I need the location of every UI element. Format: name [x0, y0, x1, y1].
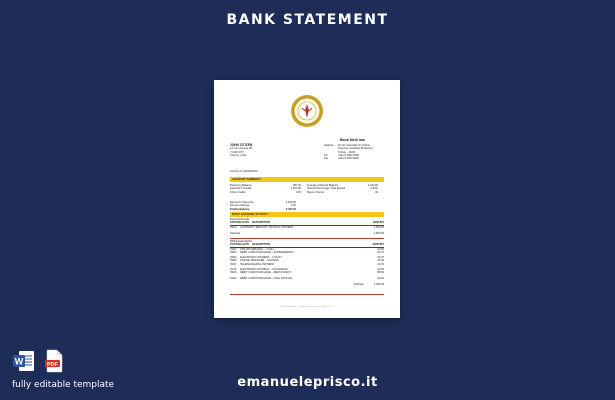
- account-holder: [230, 144, 253, 157]
- row-amount: 30.00: [377, 268, 384, 272]
- column-header: DESCRIPTION: [252, 243, 270, 247]
- summary-label: Interest Percentage Yield Earned: [307, 187, 346, 191]
- summary-value: 2,456.00: [285, 207, 296, 211]
- table-row: [230, 271, 384, 274]
- row-date: 03/05: [230, 259, 237, 263]
- row-date: 03/03: [230, 250, 237, 254]
- summary-value: 1,234.56: [367, 184, 378, 187]
- bank-logo-icon: [290, 94, 324, 128]
- word-file-icon: [12, 349, 36, 373]
- row-description: ATM WITHDRAWAL – CASH: [240, 247, 274, 251]
- subtotal-label: Subtotal:: [353, 282, 364, 286]
- row-description: DEBIT CARD PURCHASE – FUEL STATION: [240, 276, 292, 280]
- summary-value: 0.00: [290, 204, 296, 208]
- account-number: Account #: 0123456789: [230, 170, 258, 173]
- bank-fax: +98 21 0000 0000: [338, 157, 359, 161]
- row-description: ONLINE TRANSFER – SAVINGS: [240, 259, 279, 263]
- table-row: [230, 277, 384, 280]
- subtotal-value: 1,456.00: [373, 282, 384, 286]
- summary-label: Days in Period: [307, 190, 324, 194]
- row-amount: 36.99: [377, 259, 384, 263]
- bank-address-line: Tehran – IRAN: [338, 150, 356, 154]
- table-row: [230, 251, 384, 254]
- row-date: 03/07: [230, 262, 237, 266]
- summary-value: 987.00: [293, 184, 301, 187]
- summary-label: Deposits & Credits: [230, 187, 252, 191]
- table-row: [230, 263, 384, 266]
- summary-label: Average Collected Balance: [307, 184, 339, 187]
- row-amount: 62.72: [377, 250, 384, 254]
- summary-value: 0.00%: [370, 187, 378, 191]
- table-row: [230, 226, 384, 229]
- row-amount: 20.00: [377, 247, 384, 251]
- statement-preview: [214, 80, 400, 318]
- account-summary: [230, 184, 384, 194]
- subtotal-row: [230, 232, 384, 235]
- svg-text:W: W: [14, 356, 24, 367]
- row-amount: 50.73: [377, 256, 384, 260]
- account-summary-totals: [230, 201, 300, 211]
- row-date: 03/15: [230, 271, 237, 275]
- tagline: fully editable template: [12, 380, 115, 390]
- bank-name: Bank Melli Iran: [340, 138, 366, 142]
- tel-label: Tel: [324, 153, 328, 157]
- file-format-icons: [12, 349, 66, 373]
- summary-value: 1,500.00: [290, 187, 301, 191]
- deposits-table: [230, 218, 384, 235]
- summary-value: 1,500.00: [285, 201, 296, 204]
- svg-text:PDF: PDF: [47, 361, 58, 368]
- holder-address-line: YOUR CITY: [230, 150, 245, 154]
- divider: [230, 238, 384, 239]
- divider: [230, 294, 384, 295]
- row-date: 03/10: [230, 225, 237, 229]
- row-date: 03/02: [230, 247, 237, 251]
- summary-label: Ending Balance: [230, 207, 250, 211]
- row-date: 03/04: [230, 256, 237, 260]
- row-amount: 1,500.00: [373, 225, 384, 229]
- holder-address-line: 12 Your Avenue Rd.: [230, 147, 253, 151]
- row-amount: 88.50: [377, 271, 384, 275]
- summary-label: Other Credits: [230, 190, 246, 194]
- row-amount: 43.15: [377, 262, 384, 266]
- column-header: POSTING DATE: [230, 243, 250, 247]
- withdrawals-table: [230, 240, 384, 286]
- account-summary-heading: ACCOUNT SUMMARY: [230, 177, 384, 182]
- table-caption: Deposits/Credits: [230, 218, 250, 221]
- website-url[interactable]: emanueleprisco.it: [237, 375, 378, 390]
- subtotal-label: Subtotal:: [230, 231, 241, 235]
- summary-label: Electronic Payments: [230, 201, 254, 204]
- table-caption: Withdrawals/Debits: [230, 240, 253, 243]
- row-description: ELECTRONIC PAYMENT – UTILITY: [240, 256, 283, 260]
- row-description: DEBIT CARD PURCHASE – SUPERMARKET: [240, 250, 294, 254]
- summary-label: Beginning Balance: [230, 184, 252, 187]
- holder-address-line: Country, Code: [230, 153, 247, 157]
- row-description: AUTOMATIC DEPOSIT / PAYROLL PAYMENT: [240, 225, 294, 229]
- row-description: TELEPHONE BILL PAYMENT: [240, 262, 275, 266]
- row-date: 03/12: [230, 268, 237, 272]
- column-header: AMOUNT: [372, 243, 384, 247]
- row-date: 03/20: [230, 276, 237, 280]
- fax-label: Fax: [324, 157, 329, 161]
- address-label: Address: [324, 144, 334, 147]
- statement-footer: Bank Melli Iran – Statement of account – page 1 of 1: [281, 306, 333, 308]
- column-header: POSTING DATE: [230, 221, 250, 225]
- summary-value: 30: [375, 190, 378, 194]
- row-amount: 25.32: [377, 276, 384, 280]
- summary-value: 0.00: [295, 190, 301, 194]
- column-header: AMOUNT: [372, 221, 384, 225]
- row-description: DEBIT CARD PURCHASE – RESTAURANT: [240, 271, 292, 275]
- column-header: DESCRIPTION: [252, 221, 270, 225]
- pdf-file-icon: [42, 349, 66, 373]
- bank-address: [324, 144, 388, 160]
- subtotal-row: [230, 283, 384, 286]
- subtotal-value: 1,500.00: [373, 231, 384, 235]
- bank-tel: +98 21 0000 0000: [338, 153, 359, 157]
- summary-label: Service Charges: [230, 204, 250, 208]
- holder-name: JOHN CITIZEN: [230, 143, 253, 147]
- bank-address-line: Province, Ferdowsi Boulevard: [338, 147, 373, 151]
- bank-address-line: No 32, Ostandari St. Tehran: [338, 144, 371, 147]
- daily-activity-heading: DAILY ACCOUNT ACTIVITY: [230, 212, 384, 217]
- row-description: ELECTRONIC PAYMENT – INSURANCE: [240, 268, 288, 272]
- page-title: BANK STATEMENT: [226, 12, 389, 28]
